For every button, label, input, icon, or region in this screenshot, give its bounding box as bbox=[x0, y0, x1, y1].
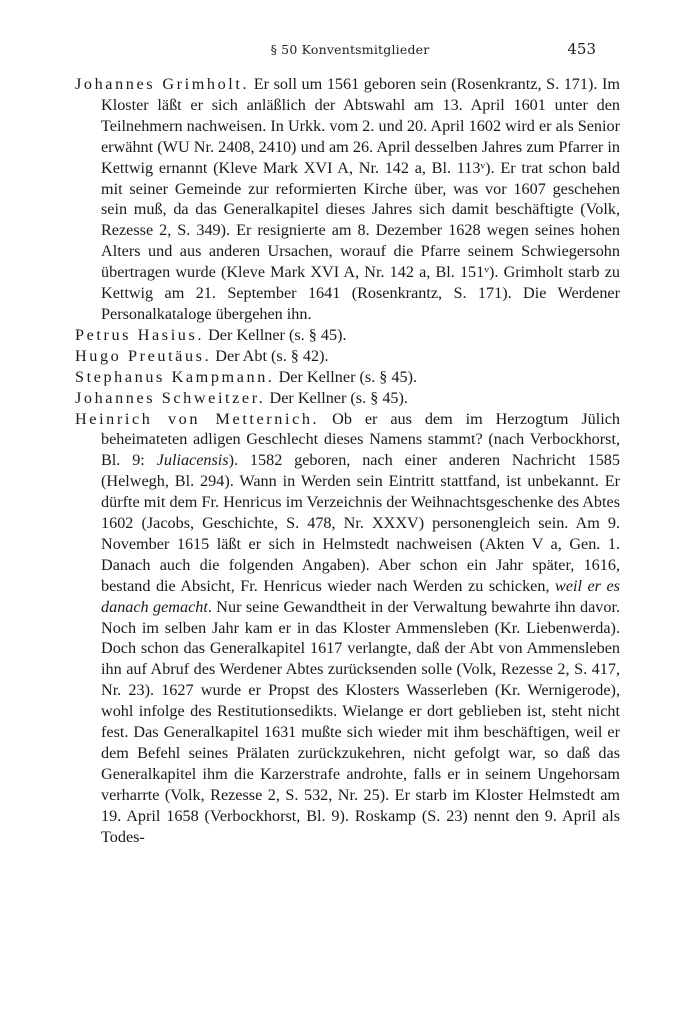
entry-text: . Nur seine Gewandtheit in der Verwaltung bewahrte ihn davor. Noch im selben Jahr kam er in das Kloster Ammensleben (Kr. Liebenwerda). Doch schon das Generalkapitel 1617 verlangte, daß der Abt von Ammensleben ihn auf Abruf des Werdener Abtes zurücksenden solle (Volk, Rezesse 2, S. 417, Nr. 23). 1627 wurde er Propst des Klosters Wasserleben (Kr. Wernigerode), wohl infolge des Restitutionsedikts. Wielange er dort geblieben ist, steht nicht fest. Das Generalkapitel 1631 mußte sich wieder mit ihm beschäftigen, weil er dem Befehl seines Prälaten zurückzukehren, nicht gefolgt war, so daß das Generalkapitel ihm die Karzerstrafe androhte, falls er in seinem Ungehorsam verharrte (Volk, Rezesse 2, S. 532, Nr. 25). Er starb im Kloster Helmstedt am 19. April 1658 (Verbockhorst, Bl. 9). Roskamp (S. 23) nennt den 9. April als Todes- bbox=[101, 597, 621, 846]
entry-text: Er soll um 1561 geboren sein (Rosenkrantz, S. 171). Im Kloster läßt er sich anläßlich der Abtswahl am 13. April 1601 unter den Teilnehmern nachweisen. In Urkk. vom 2. und 20. April 1602 wird er als Senior erwähnt (WU Nr. 2408, 2410) und am 26. April desselben Jahres zum Pfarrer in Kettwig ernannt (Kleve Mark XVI A, Nr. 142 a, Bl. 113ᵛ). Er trat schon bald mit seiner Gemeinde zur reformierten Kirche über, was vor 1607 geschehen sein muß, da das Generalkapitel dieses Jahres sich damit beschäftigte (Volk, Rezesse 2, S. 349). Er resignierte am 8. Dezember 1628 wegen seines hohen Alters und aus anderen Ursachen, worauf die Pfarre seinem Schwiegersohn übertragen wurde (Kleve Mark XVI A, Nr. 142 a, Bl. 151ᵛ). Grimholt starb zu Kettwig am 21. September 1641 (Rosenkrantz, S. 171). Die Werdener Personalkataloge übergehen ihn. bbox=[101, 75, 620, 323]
entry-text: Der Abt (s. § 42). bbox=[215, 346, 329, 365]
entry-hasius bbox=[75, 325, 620, 346]
entry-name: Petrus Hasius. bbox=[75, 325, 205, 344]
page-body bbox=[75, 74, 620, 848]
italic-quote: weil er es danach gemacht bbox=[101, 576, 620, 616]
entry-preutaeus bbox=[75, 346, 620, 367]
entry-name: Johannes Schweitzer. bbox=[75, 388, 266, 407]
entry-metternich bbox=[75, 409, 620, 848]
entry-text: Der Kellner (s. § 45). bbox=[208, 325, 347, 344]
entry-text: Der Kellner (s. § 45). bbox=[269, 388, 408, 407]
entry-name: Stephanus Kampmann. bbox=[75, 367, 275, 386]
entry-kampmann bbox=[75, 367, 620, 388]
entry-name: Johannes Grimholt. bbox=[75, 75, 250, 93]
page-number: 453 bbox=[567, 40, 596, 58]
entry-text: Ob er aus dem im Herzogtum Jülich beheimateten adligen Geschlecht dieses Namens stammt? (nach Verbockhorst, Bl. 9: bbox=[101, 409, 621, 470]
italic-quote: Juliacensis bbox=[156, 451, 229, 470]
entry-text: Der Kellner (s. § 45). bbox=[278, 367, 418, 386]
entry-schweitzer bbox=[75, 388, 620, 409]
entry-name: Heinrich von Metternich. bbox=[75, 409, 320, 428]
entry-name: Hugo Preutäus. bbox=[75, 346, 212, 365]
entry-grimholt bbox=[75, 74, 620, 325]
entry-text: ). 1582 geboren, nach einer anderen Nachricht 1585 (Helwegh, Bl. 294). Wann in Werden sein Eintritt stattfand, ist unbekannt. Er dürfte mit dem Fr. Henricus im Verzeichnis der Weihnachtsgeschenke des Abtes 1602 (Jacobs, Geschichte, S. 478, Nr. XXXV) personengleich sein. Am 9. November 1615 läßt er sich in Helmstedt nachweisen (Akten V a, Gen. 1. Danach auch die folgenden Angaben). Aber schon ein Jahr später, 1616, bestand die Absicht, Fr. Henricus wieder nach Werden zu schicken, bbox=[101, 451, 620, 595]
running-title: § 50 Konventsmitglieder bbox=[270, 42, 430, 57]
